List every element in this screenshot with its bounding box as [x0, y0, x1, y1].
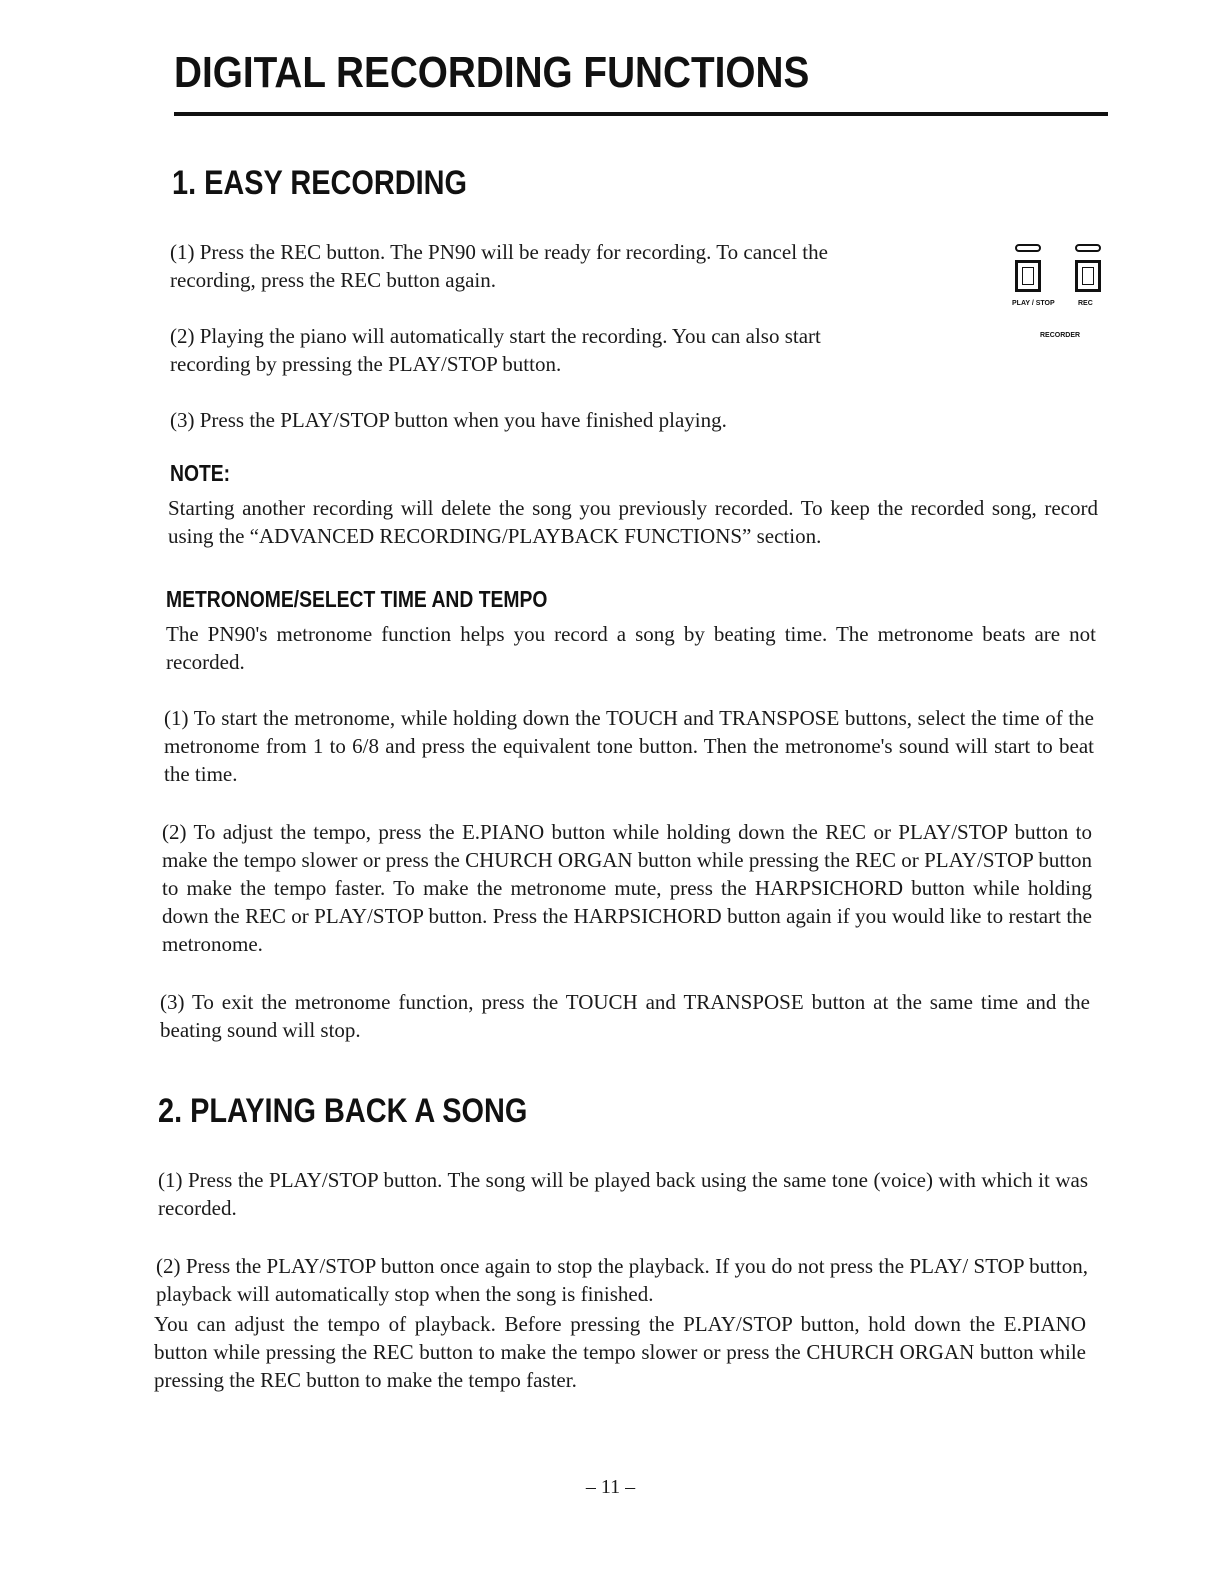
play-stop-button-icon — [1015, 260, 1041, 292]
recorder-label: RECORDER — [1040, 332, 1081, 339]
play-stop-indicator-icon — [1015, 244, 1041, 252]
section-heading-playing-back: 2. PLAYING BACK A SONG — [158, 1092, 528, 1130]
section-heading-easy-recording: 1. EASY RECORDING — [172, 164, 467, 202]
rec-button-icon — [1075, 260, 1101, 292]
playback-tempo-tip: You can adjust the tempo of playback. Before pressing the PLAY/STOP button, hold down the E.PIANO button while pressing the REC button to make the tempo slower or press the CHURCH ORGAN button while pressing the REC button to make the tempo faster. — [154, 1312, 1086, 1392]
playback-step-1: (1) Press the PLAY/STOP button. The song will be played back using the same tone (voice) with which it was recorded. — [158, 1168, 1088, 1220]
playback-step-2: (2) Press the PLAY/STOP button once again to stop the playback. If you do not press the PLAY/ STOP button, playback will automatically stop when the song is finished. — [156, 1254, 1088, 1306]
note-heading: NOTE: — [170, 460, 231, 486]
recorder-panel-illustration — [1008, 244, 1108, 344]
metronome-step-3: (3) To exit the metronome function, press the TOUCH and TRANSPOSE button at the same time and the beating sound will stop. — [160, 990, 1090, 1042]
title-divider — [174, 112, 1108, 116]
play-stop-label: PLAY / STOP — [1012, 300, 1055, 307]
rec-label: REC — [1078, 300, 1093, 307]
metronome-step-1: (1) To start the metronome, while holding down the TOUCH and TRANSPOSE buttons, select the time of the metronome from 1 to 6/8 and press the equivalent tone button. Then the metronome's sound will start to beat the time. — [164, 706, 1094, 786]
rec-indicator-icon — [1075, 244, 1101, 252]
metronome-intro: The PN90's metronome function helps you record a song by beating time. The metronome beats are not recorded. — [166, 622, 1096, 674]
metronome-heading: METRONOME/SELECT TIME AND TEMPO — [166, 586, 548, 612]
page-title: DIGITAL RECORDING FUNCTIONS — [174, 48, 810, 97]
page-number: – 11 – — [585, 1476, 636, 1498]
easy-recording-step-3: (3) Press the PLAY/STOP button when you have finished playing. — [170, 408, 727, 432]
easy-recording-step-2: (2) Playing the piano will automatically start the recording. You can also start recording by pressing the PLAY/STOP button. — [170, 324, 821, 376]
metronome-step-2: (2) To adjust the tempo, press the E.PIANO button while holding down the REC or PLAY/STOP button to make the tempo slower or press the CHURCH ORGAN button while pressing the REC or PLAY/STOP button to make the tempo faster. To make the metronome mute, press the HARPSICHORD button while holding down the REC or PLAY/STOP button. Press the HARPSICHORD button again if you would like to restart the metronome. — [162, 820, 1092, 956]
note-text: Starting another recording will delete the song you previously recorded. To keep the recorded song, record using the “ADVANCED RECORDING/PLAYBACK FUNCTIONS” section. — [168, 496, 1098, 548]
easy-recording-step-1: (1) Press the REC button. The PN90 will be ready for recording. To cancel the recording, press the REC button again. — [170, 240, 828, 292]
